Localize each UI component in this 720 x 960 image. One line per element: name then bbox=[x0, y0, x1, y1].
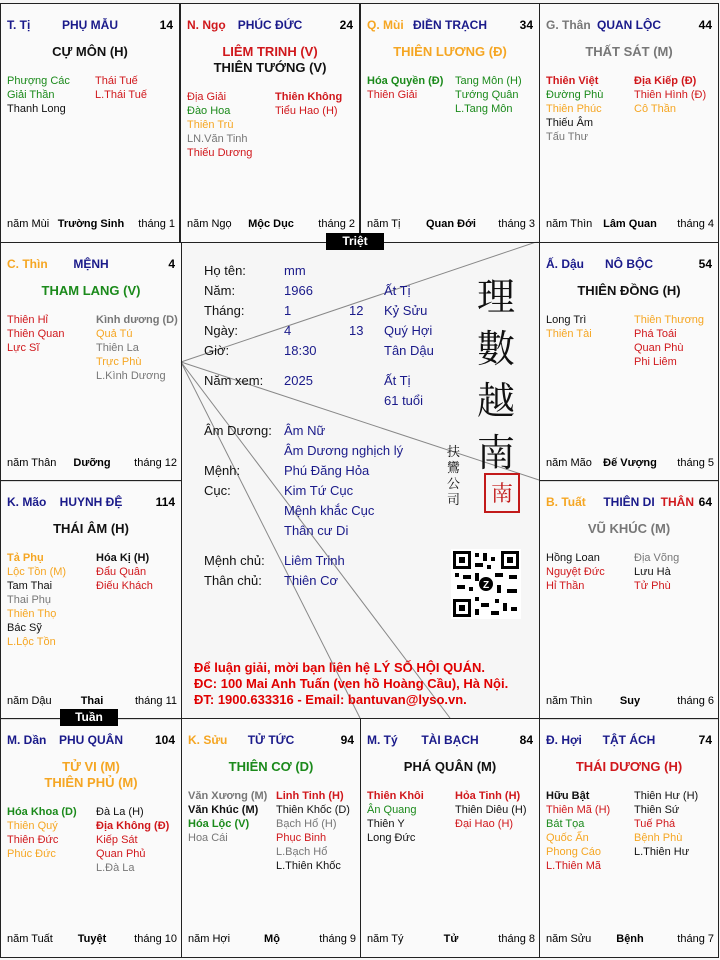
minor-star: Hỏa Tinh (H) bbox=[455, 790, 521, 802]
left-stars bbox=[187, 90, 252, 160]
main-stars bbox=[542, 759, 716, 775]
footer-truong-sinh: Mộ bbox=[264, 933, 280, 945]
minor-star: Ân Quang bbox=[367, 804, 417, 816]
minor-star: Tử Phù bbox=[634, 580, 671, 592]
minor-star: Quốc Ấn bbox=[546, 832, 589, 844]
left-stars bbox=[367, 74, 443, 102]
left-stars bbox=[188, 789, 267, 845]
value-ngay-am: 13 bbox=[349, 323, 364, 338]
value-gio: 18:30 bbox=[284, 343, 317, 358]
label-ngay: Ngày: bbox=[204, 323, 238, 338]
label-thang: Tháng: bbox=[204, 303, 245, 318]
minor-star: Hóa Quyền (Đ) bbox=[367, 75, 444, 87]
minor-star: Thiên Sứ bbox=[634, 804, 680, 816]
minor-star: Đẩu Quân bbox=[96, 566, 147, 578]
value-cuc-2: Mệnh khắc Cục bbox=[284, 503, 375, 518]
minor-star: Lộc Tồn (M) bbox=[7, 566, 67, 578]
minor-star: Lực Sĩ bbox=[7, 342, 40, 354]
palace-footer bbox=[188, 933, 356, 947]
right-stars bbox=[276, 789, 350, 873]
palace-branch: C. Thìn bbox=[7, 257, 48, 271]
main-star: TỬ VI (M) bbox=[62, 759, 120, 774]
palace-branch: T. Tị bbox=[7, 18, 31, 32]
footer-truong-sinh: Mộc Dục bbox=[248, 218, 294, 230]
label-than-chu: Thân chủ: bbox=[204, 573, 262, 588]
value-gio-can: Tân Dậu bbox=[384, 343, 434, 358]
footer-month: tháng 9 bbox=[319, 933, 356, 945]
palace-number: 114 bbox=[155, 495, 175, 509]
palace-branch: K. Sửu bbox=[188, 733, 228, 747]
footer-year: năm Tý bbox=[367, 933, 404, 945]
red-seal-stamp: 南 bbox=[484, 473, 520, 513]
palace-ty2 bbox=[360, 718, 540, 958]
main-star: THÁI ÂM (H) bbox=[53, 521, 129, 536]
minor-star: Thai Phụ bbox=[7, 594, 52, 606]
minor-star: Điếu Khách bbox=[96, 580, 153, 592]
palace-footer bbox=[367, 933, 535, 947]
palace-than-marker: THÂN bbox=[660, 495, 694, 509]
minor-star: Địa Giải bbox=[187, 91, 227, 103]
minor-star: Văn Khúc (M) bbox=[188, 804, 259, 816]
right-stars bbox=[275, 90, 342, 118]
footer-month: tháng 11 bbox=[134, 695, 177, 707]
label-nam-xem: Năm xem: bbox=[204, 373, 264, 388]
palace-number: 14 bbox=[159, 18, 173, 32]
right-stars bbox=[634, 789, 698, 859]
minor-star: Thiên Quý bbox=[7, 820, 58, 832]
value-nam-xem: 2025 bbox=[284, 373, 313, 388]
minor-star: Thiên Hỉ bbox=[7, 314, 48, 326]
calligraphy-logo bbox=[471, 271, 521, 479]
seal-small-text: 扶 鸞 公 司 bbox=[447, 445, 461, 508]
footer-year: năm Thân bbox=[7, 457, 57, 469]
right-stars bbox=[634, 313, 704, 369]
palace-header bbox=[188, 733, 354, 747]
minor-star: Thiên Thương bbox=[634, 314, 705, 326]
palace-branch: M. Dần bbox=[7, 733, 47, 747]
triet-badge: Triệt bbox=[326, 233, 384, 250]
palace-than bbox=[539, 3, 719, 243]
minor-star: L.Đà La bbox=[96, 862, 135, 874]
footer-year: năm Thìn bbox=[546, 695, 593, 707]
minor-star: Tướng Quân bbox=[455, 89, 519, 101]
minor-star: Thiên Thọ bbox=[7, 608, 57, 620]
footer-truong-sinh: Quan Đới bbox=[426, 218, 476, 230]
minor-star: Thiên Quan bbox=[7, 328, 65, 340]
left-stars bbox=[7, 313, 64, 355]
value-than-chu: Thiên Cơ bbox=[284, 573, 339, 588]
main-star: VŨ KHÚC (M) bbox=[587, 521, 671, 536]
footer-month: tháng 1 bbox=[138, 218, 175, 230]
value-menh-chu: Liêm Trinh bbox=[284, 553, 345, 568]
minor-star: Hóa Khoa (D) bbox=[7, 806, 77, 818]
palace-name: HUYNH ĐỆ bbox=[59, 495, 123, 509]
minor-star: Thiên Việt bbox=[546, 75, 599, 87]
palace-ty bbox=[0, 3, 180, 243]
palace-branch: M. Tý bbox=[367, 733, 398, 747]
minor-star: Phục Binh bbox=[276, 832, 327, 844]
right-stars bbox=[96, 805, 169, 875]
minor-star: Hoa Cái bbox=[188, 832, 228, 844]
palace-footer bbox=[7, 933, 177, 947]
minor-star: LN.Văn Tinh bbox=[187, 133, 248, 145]
minor-star: Văn Xương (M) bbox=[188, 790, 268, 802]
label-gio: Giờ: bbox=[204, 343, 230, 358]
palace-branch: N. Ngọ bbox=[187, 18, 226, 32]
palace-ngo bbox=[180, 3, 360, 243]
minor-star: Thiên Trù bbox=[187, 119, 234, 131]
palace-name: THIÊN DI bbox=[603, 495, 655, 509]
left-stars bbox=[546, 551, 605, 593]
main-star: THIÊN TƯỚNG (V) bbox=[213, 60, 327, 75]
palace-header bbox=[367, 18, 533, 32]
main-stars bbox=[183, 44, 357, 76]
palace-dau bbox=[539, 242, 719, 482]
minor-star: Lưu Hà bbox=[634, 566, 671, 578]
footer-month: tháng 12 bbox=[134, 457, 177, 469]
minor-star: Tuế Phá bbox=[634, 818, 676, 830]
palace-header bbox=[187, 18, 353, 32]
left-stars bbox=[546, 789, 610, 873]
minor-star: L.Thiên Hư bbox=[634, 846, 690, 858]
palace-number: 94 bbox=[340, 733, 354, 747]
main-star: THIÊN CƠ (D) bbox=[228, 759, 314, 774]
contact-line-1: Để luận giải, mời bạn liên hệ LÝ SỐ HỘI QUÁN. bbox=[194, 660, 485, 675]
right-stars bbox=[96, 551, 153, 593]
palace-mao bbox=[0, 480, 182, 720]
footer-year: năm Sửu bbox=[546, 933, 592, 945]
minor-star: Phong Cáo bbox=[546, 846, 602, 858]
minor-star: Hỉ Thần bbox=[546, 580, 585, 592]
palace-header bbox=[7, 495, 175, 509]
palace-name: QUAN LỘC bbox=[597, 18, 661, 32]
palace-header bbox=[546, 257, 712, 271]
calligraphy-char: 南 bbox=[476, 431, 515, 475]
value-nam: 1966 bbox=[284, 283, 313, 298]
minor-star: Quả Tú bbox=[96, 328, 133, 340]
palace-number: 34 bbox=[519, 18, 533, 32]
minor-star: Nguyệt Đức bbox=[546, 566, 605, 578]
minor-star: Phượng Các bbox=[7, 75, 70, 87]
minor-star: Quan Phủ bbox=[96, 848, 146, 860]
palace-footer bbox=[7, 218, 175, 232]
minor-star: Long Đức bbox=[367, 832, 416, 844]
minor-star: Đường Phù bbox=[546, 89, 604, 101]
left-stars bbox=[546, 74, 603, 144]
minor-star: Thiên Khôi bbox=[367, 790, 424, 802]
minor-star: Bác Sỹ bbox=[7, 622, 42, 634]
minor-star: L.Bạch Hổ bbox=[276, 846, 328, 858]
palace-footer bbox=[7, 695, 177, 709]
label-nam: Năm: bbox=[204, 283, 236, 298]
right-stars bbox=[455, 74, 522, 116]
minor-star: L.Thiên Mã bbox=[546, 860, 602, 872]
minor-star: Tang Môn (H) bbox=[455, 75, 522, 87]
minor-star: L.Lộc Tồn bbox=[7, 636, 56, 648]
center-info-panel bbox=[181, 241, 539, 718]
minor-star: Đại Hao (H) bbox=[455, 818, 514, 830]
left-stars bbox=[7, 74, 70, 116]
palace-footer bbox=[546, 695, 714, 709]
palace-footer bbox=[546, 933, 714, 947]
minor-star: Thiên Khốc (D) bbox=[276, 804, 350, 816]
palace-tuat bbox=[539, 480, 719, 720]
main-stars bbox=[3, 521, 179, 537]
main-star: LIÊM TRINH (V) bbox=[222, 44, 318, 59]
footer-year: năm Mùi bbox=[7, 218, 50, 230]
tuan-badge: Tuần bbox=[60, 709, 118, 726]
minor-star: Đào Hoa bbox=[187, 105, 231, 117]
value-ngay-can: Quý Hợi bbox=[384, 323, 433, 338]
minor-star: Địa Không (Đ) bbox=[96, 820, 170, 832]
right-stars bbox=[96, 313, 178, 383]
minor-star: Thiên La bbox=[96, 342, 139, 354]
palace-number: 74 bbox=[698, 733, 712, 747]
palace-name: MỆNH bbox=[73, 257, 109, 271]
value-menh: Phú Đăng Hỏa bbox=[284, 463, 370, 478]
footer-truong-sinh: Trường Sinh bbox=[57, 218, 125, 230]
minor-star: L.Kình Dương bbox=[96, 370, 166, 382]
value-thang-am: 12 bbox=[349, 303, 364, 318]
footer-truong-sinh: Tử bbox=[443, 933, 459, 945]
palace-number: 104 bbox=[154, 733, 175, 747]
svg-text:Z: Z bbox=[482, 580, 490, 591]
footer-year: năm Tị bbox=[367, 218, 401, 230]
palace-branch: Q. Mùi bbox=[367, 18, 404, 32]
footer-year: năm Dậu bbox=[7, 695, 52, 707]
main-star: THÁI DƯƠNG (H) bbox=[575, 759, 683, 774]
palace-dan bbox=[0, 718, 182, 958]
footer-month: tháng 3 bbox=[498, 218, 535, 230]
left-stars bbox=[546, 313, 592, 341]
palace-name: TÀI BẠCH bbox=[421, 733, 479, 747]
minor-star: Phá Toái bbox=[634, 328, 677, 340]
value-am-duong: Âm Nữ bbox=[284, 423, 326, 438]
minor-star: L.Thiên Khốc bbox=[276, 860, 341, 872]
value-am-duong-2: Âm Dương nghịch lý bbox=[284, 443, 404, 458]
palace-number: 4 bbox=[168, 257, 175, 271]
palace-name: PHÚC ĐỨC bbox=[237, 18, 303, 32]
palace-name: ĐIỀN TRẠCH bbox=[413, 18, 487, 32]
palace-number: 24 bbox=[339, 18, 353, 32]
palace-footer bbox=[7, 457, 177, 471]
minor-star: Cô Thần bbox=[634, 103, 676, 115]
main-stars bbox=[363, 759, 537, 775]
palace-branch: K. Mão bbox=[7, 495, 47, 509]
main-stars bbox=[184, 759, 358, 775]
minor-star: Thiên Giải bbox=[367, 89, 418, 101]
minor-star: Hóa Lộc (V) bbox=[188, 818, 250, 830]
main-stars bbox=[3, 44, 177, 60]
main-star: THIÊN PHỦ (M) bbox=[44, 775, 138, 790]
footer-truong-sinh: Tuyệt bbox=[77, 933, 107, 945]
minor-star: Thiên Tài bbox=[546, 328, 592, 340]
footer-truong-sinh: Đế Vượng bbox=[603, 457, 657, 469]
footer-month: tháng 4 bbox=[677, 218, 714, 230]
main-star: THẤT SÁT (M) bbox=[585, 44, 673, 59]
calligraphy-char: 數 bbox=[476, 327, 515, 371]
minor-star: Kiếp Sát bbox=[96, 834, 138, 846]
minor-star: Hồng Loan bbox=[546, 552, 600, 564]
value-ho-ten: mm bbox=[284, 263, 306, 278]
minor-star: Thái Tuế bbox=[95, 75, 138, 87]
left-stars bbox=[7, 551, 66, 649]
footer-year: năm Hợi bbox=[188, 933, 231, 945]
minor-star: Thiếu Dương bbox=[187, 147, 253, 159]
main-star: PHÁ QUÂN (M) bbox=[403, 759, 497, 774]
qr-code bbox=[451, 549, 521, 619]
minor-star: Thiên Hình (Đ) bbox=[634, 89, 707, 101]
right-stars bbox=[634, 551, 679, 593]
main-stars bbox=[542, 283, 716, 299]
main-stars bbox=[542, 521, 716, 537]
minor-star: Thiên Hư (H) bbox=[634, 790, 699, 802]
minor-star: Hữu Bật bbox=[546, 790, 590, 802]
main-star: THIÊN LƯƠNG (Đ) bbox=[393, 44, 507, 59]
main-stars bbox=[363, 44, 537, 60]
minor-star: Trực Phù bbox=[96, 356, 142, 368]
footer-month: tháng 5 bbox=[677, 457, 714, 469]
palace-number: 64 bbox=[698, 495, 712, 509]
contact-line-2: ĐC: 100 Mai Anh Tuấn (ven hồ Hoàng Cầu), Hà Nội. bbox=[194, 676, 509, 691]
footer-month: tháng 6 bbox=[677, 695, 714, 707]
value-nam-xem-can: Ất Tị bbox=[384, 373, 411, 388]
footer-year: năm Ngọ bbox=[187, 218, 232, 230]
minor-star: Giải Thần bbox=[7, 89, 55, 101]
label-am-duong: Âm Dương: bbox=[204, 423, 272, 438]
palace-mui bbox=[360, 3, 540, 243]
minor-star: Thiên Không bbox=[275, 91, 343, 103]
minor-star: L.Thái Tuế bbox=[95, 89, 147, 101]
minor-star: Thanh Long bbox=[7, 103, 66, 115]
footer-month: tháng 7 bbox=[677, 933, 714, 945]
minor-star: Bạch Hổ (H) bbox=[276, 818, 337, 830]
footer-truong-sinh: Bệnh bbox=[616, 933, 644, 945]
left-stars bbox=[7, 805, 77, 861]
footer-year: năm Thìn bbox=[546, 218, 593, 230]
left-stars bbox=[367, 789, 424, 845]
palace-suu bbox=[181, 718, 361, 958]
main-star: CỰ MÔN (H) bbox=[52, 44, 128, 59]
palace-header bbox=[546, 18, 712, 32]
palace-header bbox=[546, 495, 712, 509]
palace-name: PHU QUÂN bbox=[58, 733, 123, 747]
palace-footer bbox=[367, 218, 535, 232]
palace-name: TẬT ÁCH bbox=[602, 733, 656, 747]
minor-star: Tam Thai bbox=[7, 580, 53, 592]
palace-number: 44 bbox=[698, 18, 712, 32]
minor-star: Quan Phù bbox=[634, 342, 684, 354]
palace-footer bbox=[546, 218, 714, 232]
main-stars bbox=[3, 759, 179, 791]
minor-star: Thiếu Âm bbox=[546, 117, 594, 129]
right-stars bbox=[95, 74, 147, 102]
minor-star: Tiểu Hao (H) bbox=[275, 105, 338, 117]
value-cuc-3: Thân cư Di bbox=[284, 523, 349, 538]
minor-star: Địa Võng bbox=[634, 552, 680, 564]
footer-truong-sinh: Thai bbox=[80, 695, 104, 707]
minor-star: Long Trì bbox=[546, 314, 587, 326]
calligraphy-char: 理 bbox=[476, 275, 515, 319]
calligraphy-char: 越 bbox=[476, 379, 515, 423]
minor-star: Hóa Kị (H) bbox=[96, 552, 150, 564]
minor-star: Thiên Đức bbox=[7, 834, 59, 846]
minor-star: Bát Tọa bbox=[546, 818, 585, 830]
palace-branch: B. Tuất bbox=[546, 495, 586, 509]
palace-number: 84 bbox=[519, 733, 533, 747]
minor-star: Đà La (H) bbox=[96, 806, 144, 818]
palace-header bbox=[7, 733, 175, 747]
right-stars bbox=[634, 74, 706, 116]
minor-star: Thiên Phúc bbox=[546, 103, 602, 115]
palace-header bbox=[546, 733, 712, 747]
footer-month: tháng 8 bbox=[498, 933, 535, 945]
palace-header bbox=[7, 18, 173, 32]
footer-month: tháng 2 bbox=[318, 218, 355, 230]
minor-star: Phi Liêm bbox=[634, 356, 677, 368]
footer-truong-sinh: Suy bbox=[619, 695, 641, 707]
minor-star: Bệnh Phù bbox=[634, 832, 683, 844]
footer-year: năm Mão bbox=[546, 457, 592, 469]
palace-name: TỬ TỨC bbox=[247, 733, 295, 747]
value-thang-can: Kỷ Sửu bbox=[384, 303, 428, 318]
value-cuc: Kim Tứ Cục bbox=[284, 483, 354, 498]
palace-name: NÔ BỘC bbox=[605, 257, 653, 271]
palace-header bbox=[367, 733, 533, 747]
value-ngay: 4 bbox=[284, 323, 292, 338]
minor-star: Phúc Đức bbox=[7, 848, 56, 860]
minor-star: Linh Tinh (H) bbox=[276, 790, 344, 802]
palace-branch: Đ. Hợi bbox=[546, 733, 582, 747]
value-nam-can: Ất Tị bbox=[384, 283, 411, 298]
right-stars bbox=[455, 789, 527, 831]
palace-name: PHỤ MẪU bbox=[62, 18, 118, 32]
palace-branch: G. Thân bbox=[546, 18, 591, 32]
footer-truong-sinh: Lâm Quan bbox=[603, 218, 657, 230]
contact-line-3: ĐT: 1900.633316 - Email: bantuvan@lyso.vn. bbox=[194, 692, 467, 707]
palace-thin bbox=[0, 242, 182, 482]
palace-header bbox=[7, 257, 175, 271]
main-star: THAM LANG (V) bbox=[41, 283, 141, 298]
label-menh: Mệnh: bbox=[204, 463, 241, 478]
main-stars bbox=[542, 44, 716, 60]
footer-year: năm Tuất bbox=[7, 933, 53, 945]
minor-star: Tả Phụ bbox=[7, 552, 44, 564]
palace-number: 54 bbox=[698, 257, 712, 271]
label-cuc: Cục: bbox=[204, 483, 231, 498]
palace-branch: Ấ. Dậu bbox=[546, 257, 585, 271]
label-menh-chu: Mệnh chủ: bbox=[204, 553, 265, 568]
palace-footer bbox=[187, 218, 355, 232]
footer-month: tháng 10 bbox=[134, 933, 177, 945]
value-thang: 1 bbox=[284, 303, 292, 318]
main-stars bbox=[3, 283, 179, 299]
minor-star: Thiên Y bbox=[367, 818, 405, 830]
value-tuoi: 61 tuổi bbox=[384, 393, 424, 408]
minor-star: Thiên Diêu (H) bbox=[455, 804, 527, 816]
footer-truong-sinh: Dưỡng bbox=[73, 457, 111, 469]
main-star: THIÊN ĐỒNG (H) bbox=[577, 283, 681, 298]
palace-footer bbox=[546, 457, 714, 471]
minor-star: Tấu Thư bbox=[546, 131, 589, 143]
minor-star: L.Tang Môn bbox=[455, 103, 513, 115]
minor-star: Kình dương (D) bbox=[96, 314, 178, 326]
minor-star: Địa Kiếp (Đ) bbox=[634, 75, 697, 87]
label-ho-ten: Họ tên: bbox=[204, 263, 246, 278]
minor-star: Thiên Mã (H) bbox=[546, 804, 611, 816]
palace-hoi bbox=[539, 718, 719, 958]
